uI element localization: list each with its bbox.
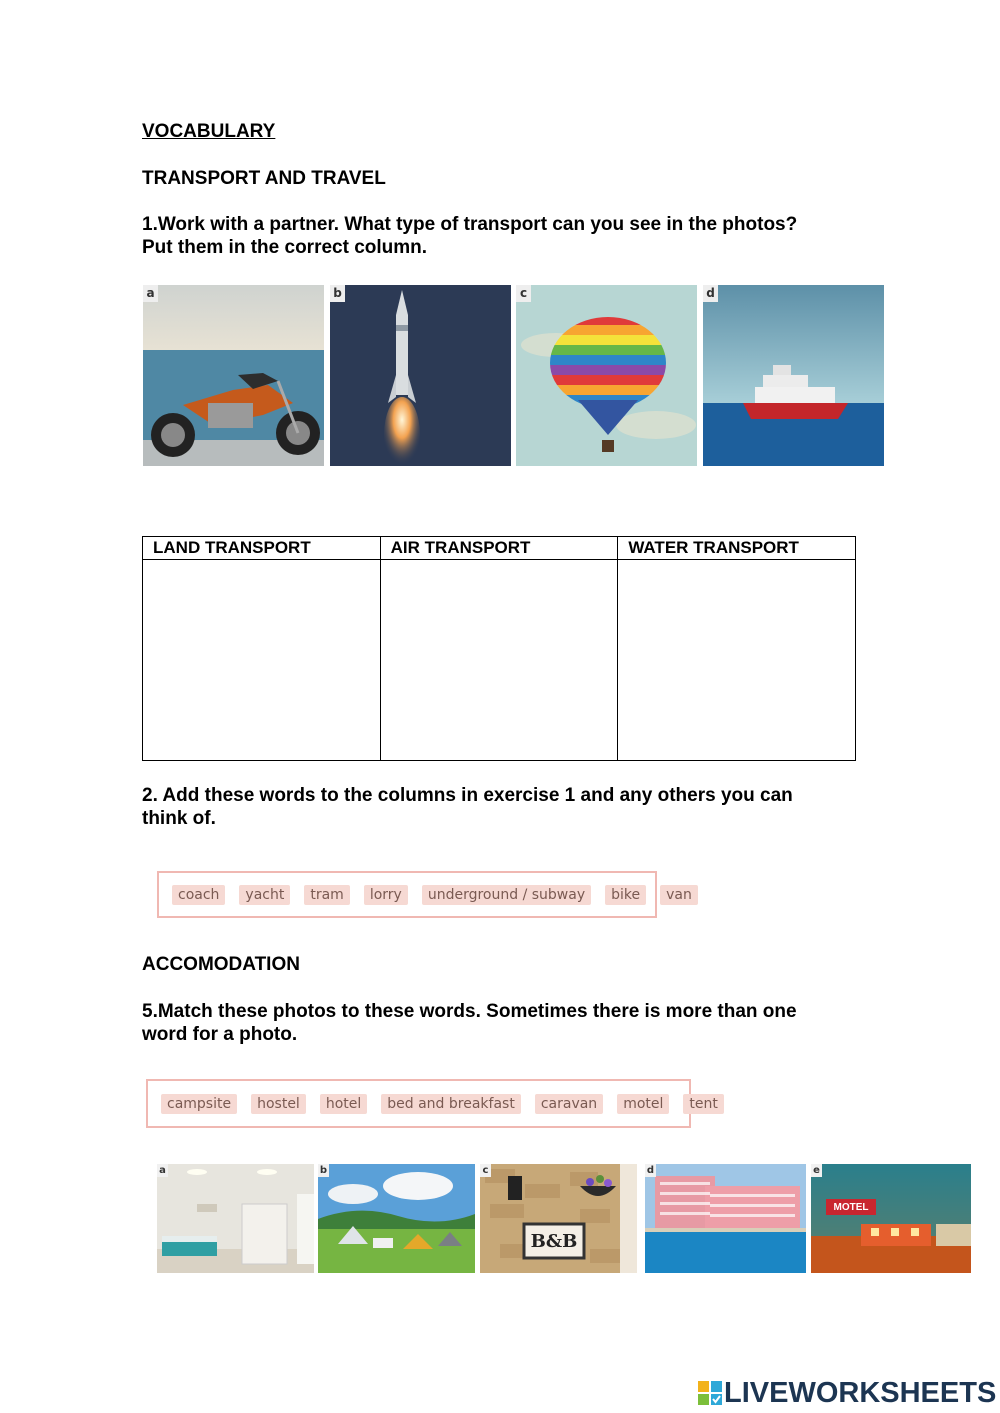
question-5-line-2: word for a photo. — [142, 1024, 298, 1045]
word-chip: van — [660, 885, 698, 905]
word-chip: hostel — [251, 1094, 306, 1114]
word-chip: caravan — [535, 1094, 603, 1114]
word-chip: bed and breakfast — [381, 1094, 521, 1114]
brand-logo — [698, 1378, 996, 1408]
question-1-line-1: 1.Work with a partner. What type of transport can you see in the photos? — [142, 214, 798, 235]
page-title: VOCABULARY — [142, 121, 276, 142]
word-chip: tent — [683, 1094, 723, 1114]
header-water-transport: WATER TRANSPORT — [618, 537, 856, 560]
photo-e-motel — [811, 1164, 971, 1273]
section-heading-transport: TRANSPORT AND TRAVEL — [142, 168, 386, 189]
table-answer-row — [143, 560, 856, 761]
word-chip: hotel — [320, 1094, 367, 1114]
air-transport-cell[interactable] — [380, 560, 618, 761]
table-header-row — [143, 537, 856, 560]
photo-d-hotel — [645, 1164, 806, 1273]
photo-c-bed-and-breakfast — [480, 1164, 637, 1273]
brand-grid-icon — [698, 1381, 722, 1405]
photo-a-motorbike — [143, 285, 324, 466]
question-2 — [142, 784, 793, 830]
question-2-line-2: think of. — [142, 808, 216, 829]
photo-d-ship — [703, 285, 884, 466]
photo-label: d — [703, 285, 718, 302]
word-chip: motel — [617, 1094, 669, 1114]
header-land-transport: LAND TRANSPORT — [143, 537, 381, 560]
photo-b-rocket — [330, 285, 511, 466]
transport-table — [142, 536, 856, 761]
word-chip: campsite — [161, 1094, 237, 1114]
question-5 — [142, 1000, 797, 1046]
header-air-transport: AIR TRANSPORT — [380, 537, 618, 560]
photo-b-campsite — [318, 1164, 475, 1273]
photo-c-balloon — [516, 285, 697, 466]
photo-a-hostel-room — [157, 1164, 314, 1273]
photo-label: c — [480, 1164, 491, 1177]
word-chip: lorry — [364, 885, 408, 905]
word-chip: underground / subway — [422, 885, 591, 905]
photo-label: a — [143, 285, 158, 302]
photo-label: b — [319, 1165, 328, 1176]
word-chip: bike — [605, 885, 646, 905]
accommodation-word-box — [146, 1079, 718, 1128]
motel-sign-text: MOTEL — [833, 1201, 869, 1213]
brand-name: LIVEWORKSHEETS — [724, 1376, 997, 1409]
photo-label: c — [516, 285, 531, 302]
question-5-line-1: 5.Match these photos to these words. Sometimes there is more than one — [142, 1001, 797, 1022]
transport-word-box — [157, 871, 692, 918]
photo-label: e — [811, 1164, 822, 1177]
word-chip: coach — [172, 885, 225, 905]
water-transport-cell[interactable] — [618, 560, 856, 761]
photo-label: b — [330, 285, 345, 302]
bnb-sign-text: B&B — [530, 1230, 578, 1252]
photo-label: d — [646, 1165, 655, 1176]
word-chip: tram — [304, 885, 349, 905]
word-chip: yacht — [239, 885, 290, 905]
land-transport-cell[interactable] — [143, 560, 381, 761]
section-heading-accommodation: ACCOMODATION — [142, 954, 300, 975]
question-1 — [142, 213, 797, 259]
photo-label: a — [157, 1164, 168, 1177]
question-1-line-2: Put them in the correct column. — [142, 237, 428, 258]
question-2-line-1: 2. Add these words to the columns in exercise 1 and any others you can — [142, 785, 793, 806]
